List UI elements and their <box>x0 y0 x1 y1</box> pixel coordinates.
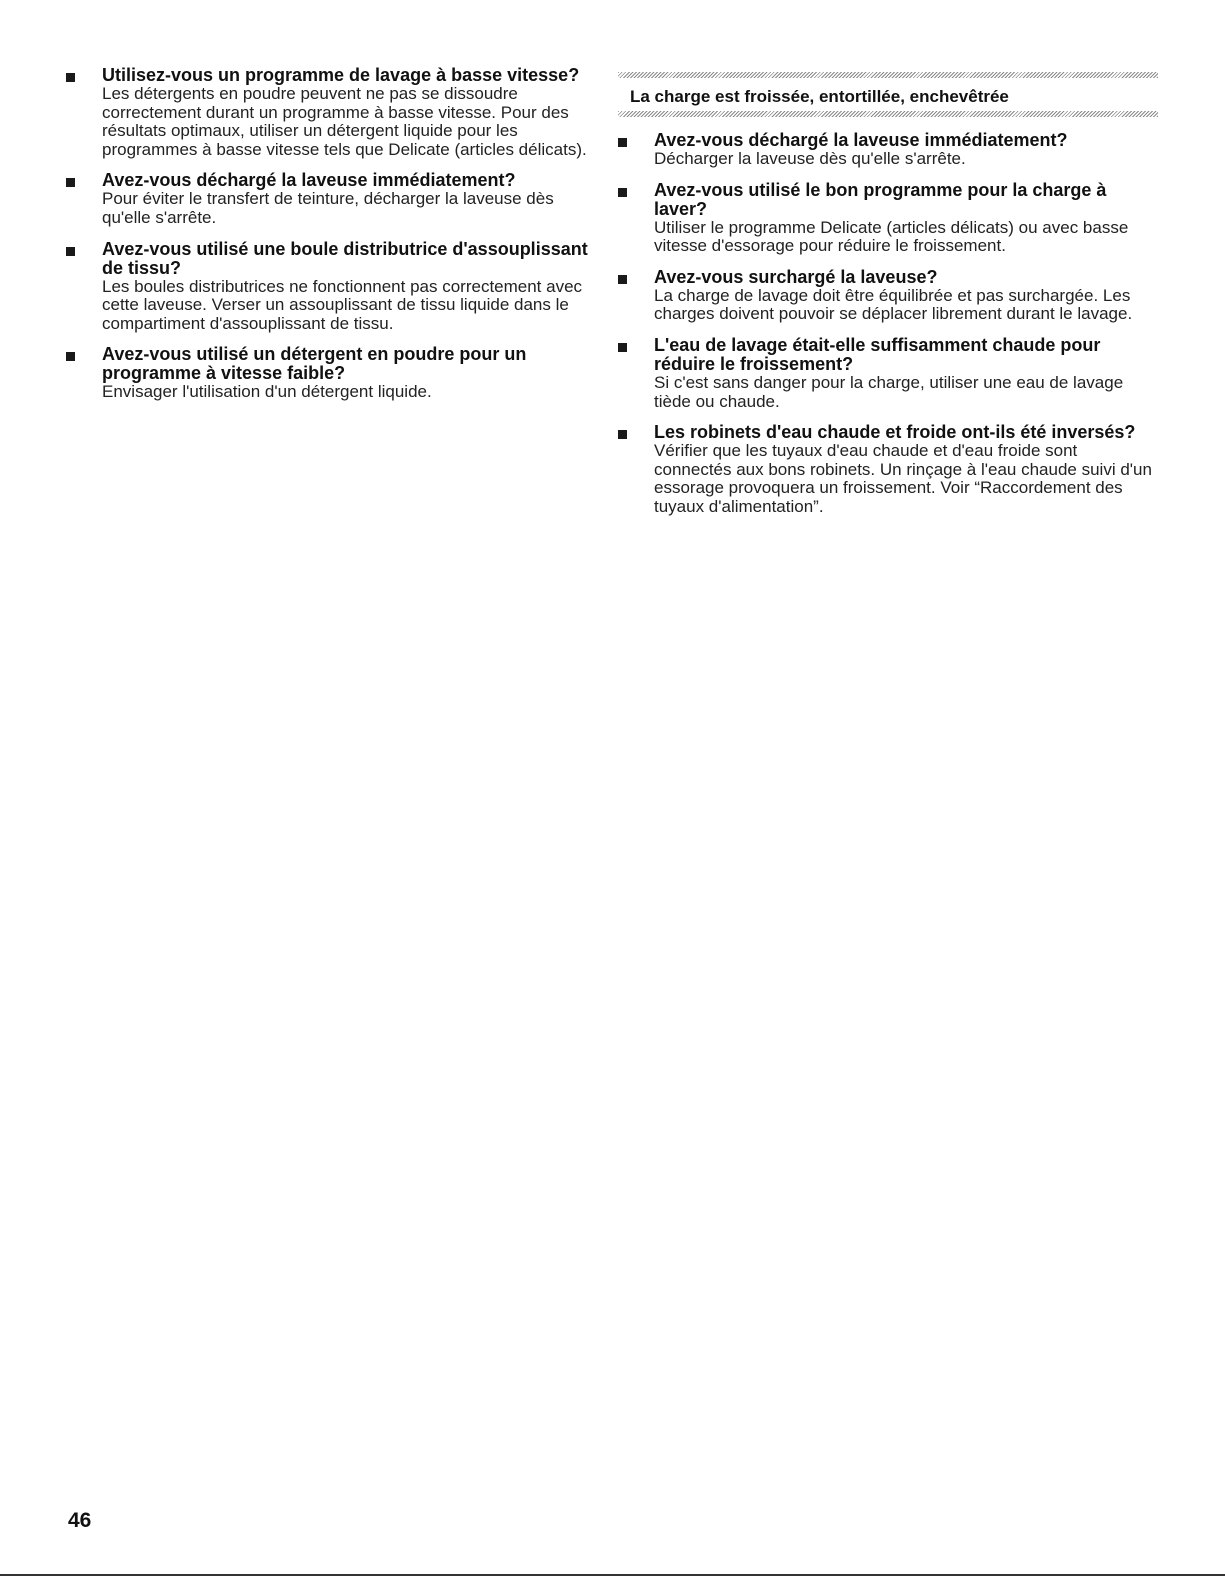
list-item <box>618 268 1158 324</box>
list-item <box>618 181 1158 256</box>
list-item <box>618 131 1158 169</box>
section-header <box>618 72 1158 117</box>
item-answer: Si c'est sans danger pour la charge, utiliser une eau de lavage tiède ou chaude. <box>654 372 1124 411</box>
square-bullet-icon <box>618 343 627 352</box>
item-answer: Décharger la laveuse dès qu'elle s'arrête. <box>654 149 966 168</box>
item-question: Avez-vous utilisé un détergent en poudre pour un programme à vitesse faible? <box>102 344 527 384</box>
item-answer: Les détergents en poudre peuvent ne pas se dissoudre correctement durant un programme à basse vitesse. Pour des résultats optimaux, utiliser un détergent liquide pour les programmes à basse vitesse tels que Delicate (articles délicats). <box>102 84 587 159</box>
troubleshooting-list-right <box>618 131 1158 517</box>
list-item <box>66 66 601 159</box>
square-bullet-icon <box>66 352 75 361</box>
square-bullet-icon <box>618 430 627 439</box>
list-item <box>66 240 601 334</box>
item-answer: Utiliser le programme Delicate (articles délicats) ou avec basse vitesse d'essorage pour réduire le froissement. <box>654 217 1129 256</box>
square-bullet-icon <box>618 138 627 147</box>
item-answer: Envisager l'utilisation d'un détergent liquide. <box>102 382 432 402</box>
item-answer: Pour éviter le transfert de teinture, décharger la laveuse dès qu'elle s'arrête. <box>102 189 554 227</box>
item-question: Avez-vous déchargé la laveuse immédiatement? <box>102 170 516 191</box>
item-question: L'eau de lavage était-elle suffisamment chaude pour réduire le froissement? <box>654 334 1101 374</box>
square-bullet-icon <box>66 178 75 187</box>
square-bullet-icon <box>618 275 627 284</box>
item-question: Avez-vous utilisé une boule distributrice d'assouplissant de tissu? <box>102 238 588 278</box>
item-question: Les robinets d'eau chaude et froide ont-ils été inversés? <box>654 422 1136 443</box>
list-item <box>618 336 1158 411</box>
right-column <box>618 0 1158 529</box>
hatched-rule-bottom <box>618 111 1158 117</box>
bottom-rule <box>0 1574 1225 1576</box>
item-question: Avez-vous déchargé la laveuse immédiatement? <box>654 130 1068 150</box>
section-title: La charge est froissée, entortillée, enchevêtrée <box>630 87 1009 106</box>
square-bullet-icon <box>618 188 627 197</box>
item-answer: Les boules distributrices ne fonctionnent pas correctement avec cette laveuse. Verser un assouplissant de tissu liquide dans le compartiment d'assouplissant de tissu. <box>102 276 583 333</box>
page-number: 46 <box>68 1509 92 1532</box>
item-question: Avez-vous surchargé la laveuse? <box>654 266 938 287</box>
item-question: Avez-vous utilisé le bon programme pour la charge à laver? <box>654 179 1107 219</box>
item-answer: Vérifier que les tuyaux d'eau chaude et d'eau froide sont connectés aux bons robinets. Un rinçage à l'eau chaude suivi d'un essorage provoquera un froissement. Voir “Raccordement des tuyaux d'alimentation”. <box>654 441 1152 516</box>
item-question: Utilisez-vous un programme de lavage à basse vitesse? <box>102 65 580 85</box>
list-item <box>618 423 1158 516</box>
list-item <box>66 345 601 402</box>
list-item <box>66 171 601 227</box>
troubleshooting-list-left <box>66 66 601 402</box>
left-column <box>66 0 601 414</box>
item-answer: La charge de lavage doit être équilibrée et pas surchargée. Les charges doivent pouvoir se déplacer librement durant le lavage. <box>654 285 1133 324</box>
square-bullet-icon <box>66 73 75 82</box>
square-bullet-icon <box>66 247 75 256</box>
